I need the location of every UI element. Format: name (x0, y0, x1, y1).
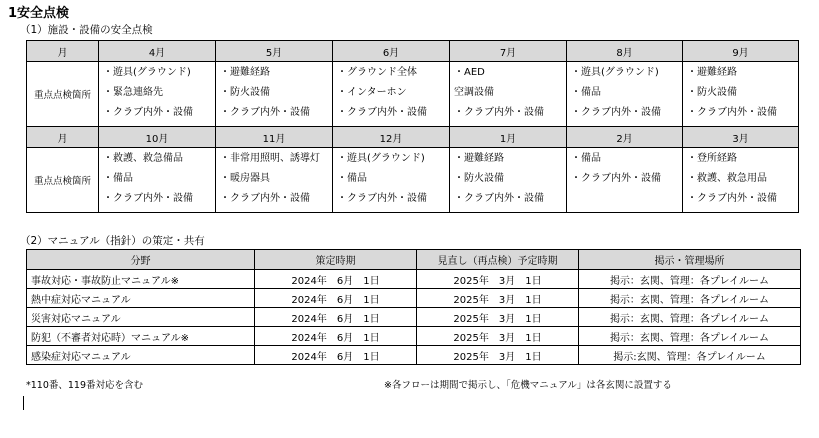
established-date: 2024年 6月 1日 (255, 327, 417, 346)
month-header: 2月 (567, 127, 683, 148)
text-cursor (23, 396, 24, 410)
posting-location: 掲示：玄関、管理：各プレイルーム (579, 289, 801, 308)
inspection-row-label: 重点点検箇所 (27, 148, 99, 213)
inspection-cell (216, 62, 333, 127)
inspection-item: ・遊具(グラウンド) (103, 67, 191, 78)
header-established: 策定時期 (255, 250, 417, 270)
inspection-item: ・暖房器具 (220, 173, 270, 184)
inspection-items-row (27, 62, 799, 127)
inspection-cell (333, 62, 450, 127)
inspection-cell (683, 62, 799, 127)
inspection-item: ・備品 (571, 87, 601, 98)
month-header: 3月 (683, 127, 799, 148)
month-header: 5月 (216, 41, 333, 62)
inspection-item: ・クラブ内外・設備 (571, 173, 661, 184)
manual-row (27, 289, 801, 308)
inspection-item: ・クラブ内外・設備 (687, 107, 777, 118)
inspection-item: ・グラウンド全体 (337, 67, 417, 78)
inspection-items-row (27, 148, 799, 213)
manual-table-header (27, 250, 801, 270)
manual-field: 感染症対応マニュアル (27, 346, 255, 365)
inspection-item: ・備品 (571, 153, 601, 164)
posting-location: 掲示：玄関、管理：各プレイルーム (579, 270, 801, 289)
inspection-item: ・救護、救急用品 (687, 173, 767, 184)
header-location: 掲示・管理場所 (579, 250, 801, 270)
inspection-item: ・登所経路 (687, 153, 737, 164)
inspection-item: ・AED (454, 67, 485, 78)
posting-location: 掲示：玄関、管理：各プレイルーム (579, 327, 801, 346)
inspection-cell (567, 62, 683, 127)
manual-row (27, 327, 801, 346)
inspection-item: ・避難経路 (687, 67, 737, 78)
inspection-item: ・防火設備 (687, 87, 737, 98)
inspection-item: ・クラブ内外・設備 (220, 193, 310, 204)
month-header: 1月 (450, 127, 567, 148)
month-header-row (27, 41, 799, 62)
inspection-table (26, 40, 799, 213)
month-header-label: 月 (27, 127, 99, 148)
inspection-item: ・非常用照明、誘導灯 (220, 153, 320, 164)
section2-heading: （2）マニュアル（指針）の策定・共有 (20, 235, 205, 247)
month-header: 8月 (567, 41, 683, 62)
page-title: 1安全点検 (8, 6, 70, 21)
manual-field: 熱中症対応マニュアル (27, 289, 255, 308)
month-header: 10月 (99, 127, 216, 148)
inspection-item: ・救護、救急備品 (103, 153, 183, 164)
month-header: 7月 (450, 41, 567, 62)
inspection-item: ・防火設備 (220, 87, 270, 98)
inspection-cell (99, 62, 216, 127)
inspection-cell (450, 148, 567, 213)
inspection-item: ・備品 (337, 173, 367, 184)
established-date: 2024年 6月 1日 (255, 346, 417, 365)
month-header-row (27, 127, 799, 148)
inspection-cell (333, 148, 450, 213)
established-date: 2024年 6月 1日 (255, 270, 417, 289)
manual-field: 災害対応マニュアル (27, 308, 255, 327)
inspection-item: ・クラブ内外・設備 (571, 107, 661, 118)
manual-row (27, 270, 801, 289)
inspection-cell (99, 148, 216, 213)
inspection-item: ・クラブ内外・設備 (337, 193, 427, 204)
established-date: 2024年 6月 1日 (255, 289, 417, 308)
footnote-left: *110番、119番対応を含む (26, 380, 144, 391)
month-header: 12月 (333, 127, 450, 148)
manual-row (27, 346, 801, 365)
inspection-item: ・遊具(グラウンド) (337, 153, 425, 164)
inspection-item: ・クラブ内外・設備 (454, 107, 544, 118)
inspection-item: ・クラブ内外・設備 (337, 107, 427, 118)
inspection-item: ・クラブ内外・設備 (103, 107, 193, 118)
review-date: 2025年 3月 1日 (417, 270, 579, 289)
inspection-cell (567, 148, 683, 213)
inspection-cell (450, 62, 567, 127)
inspection-item: ・避難経路 (220, 67, 270, 78)
inspection-cell (216, 148, 333, 213)
month-header: 6月 (333, 41, 450, 62)
review-date: 2025年 3月 1日 (417, 308, 579, 327)
header-review: 見直し（再点検）予定時期 (417, 250, 579, 270)
month-header: 4月 (99, 41, 216, 62)
inspection-item: ・防火設備 (454, 173, 504, 184)
inspection-item: ・クラブ内外・設備 (220, 107, 310, 118)
month-header-label: 月 (27, 41, 99, 62)
inspection-item: ・クラブ内外・設備 (103, 193, 193, 204)
review-date: 2025年 3月 1日 (417, 327, 579, 346)
manual-field: 事故対応・事故防止マニュアル※ (27, 270, 255, 289)
review-date: 2025年 3月 1日 (417, 289, 579, 308)
established-date: 2024年 6月 1日 (255, 308, 417, 327)
inspection-item: ・クラブ内外・設備 (454, 193, 544, 204)
inspection-item: 空調設備 (454, 87, 494, 98)
posting-location: 掲示：玄関、管理：各プレイルーム (579, 308, 801, 327)
inspection-item: ・遊具(グラウンド) (571, 67, 659, 78)
section1-heading: （1）施設・設備の安全点検 (20, 24, 153, 36)
month-header: 11月 (216, 127, 333, 148)
manual-row (27, 308, 801, 327)
inspection-item: ・インターホン (337, 87, 407, 98)
inspection-item: ・避難経路 (454, 153, 504, 164)
manual-table (26, 249, 801, 365)
footnote-right: ※各フローは期間で掲示し、「危機マニュアル」は各玄関に設置する (384, 380, 672, 391)
header-field: 分野 (27, 250, 255, 270)
inspection-cell (683, 148, 799, 213)
month-header: 9月 (683, 41, 799, 62)
manual-field: 防犯（不審者対応時）マニュアル※ (27, 327, 255, 346)
inspection-item: ・緊急連絡先 (103, 87, 163, 98)
review-date: 2025年 3月 1日 (417, 346, 579, 365)
inspection-item: ・備品 (103, 173, 133, 184)
inspection-row-label: 重点点検箇所 (27, 62, 99, 127)
posting-location: 掲示:玄関、管理：各プレイルーム (579, 346, 801, 365)
inspection-item: ・クラブ内外・設備 (687, 193, 777, 204)
